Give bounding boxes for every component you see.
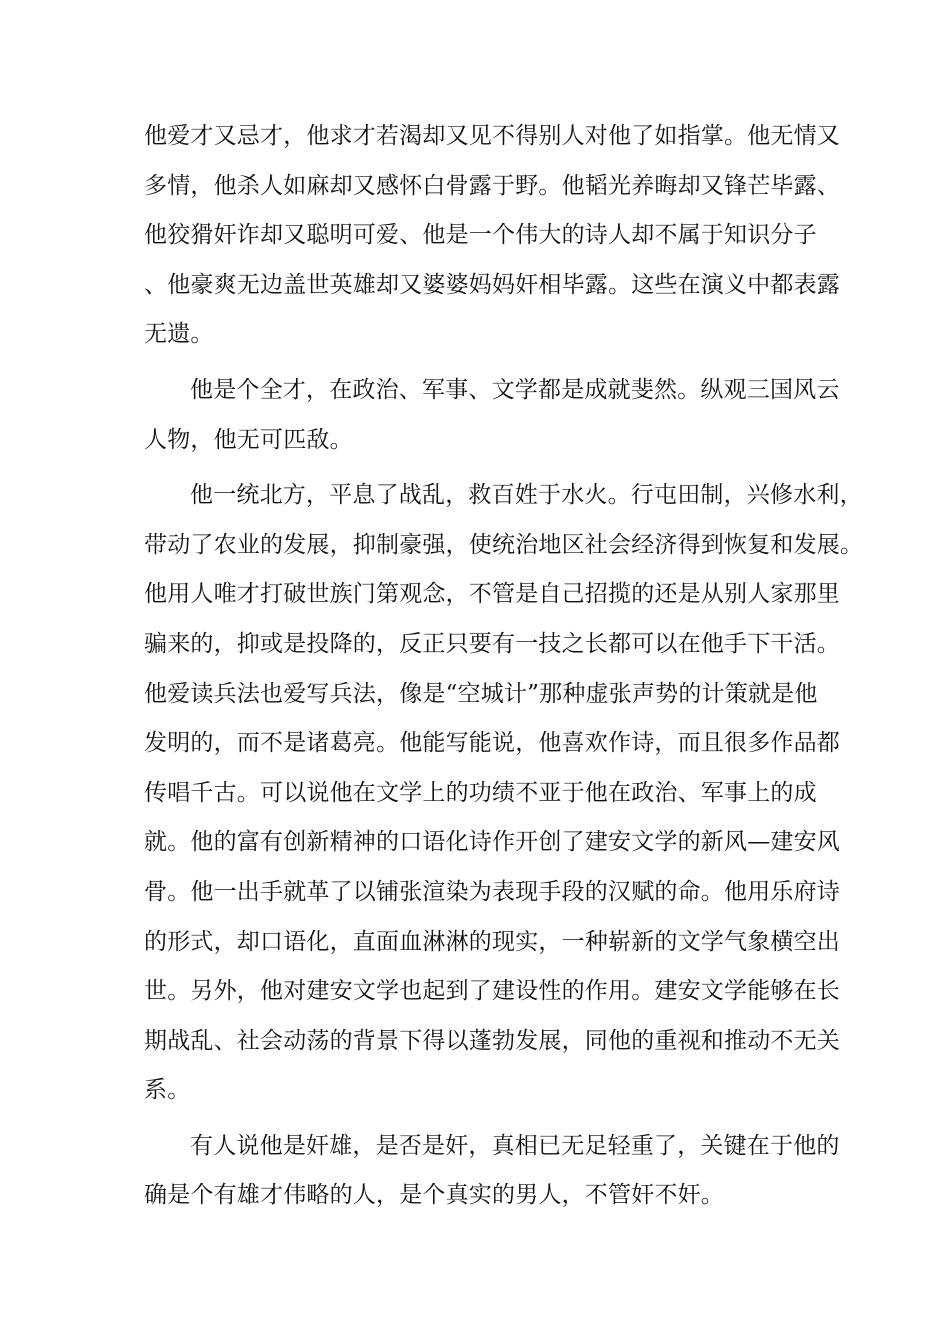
text-line: 世。另外，他对建安文学也起到了建设性的作用。建安文学能够在长	[144, 978, 840, 1005]
text-line: 带动了农业的发展，抑制豪强，使统治地区社会经济得到恢复和发展。	[144, 531, 864, 558]
text-line: 骗来的，抑或是投降的，反正只要有一技之长都可以在他手下干活。	[144, 630, 840, 657]
text-line: 就。他的富有创新精神的口语化诗作开创了建安文学的新风—建安风	[144, 829, 840, 856]
paragraph-3	[144, 471, 864, 1116]
text-line: 发明的，而不是诸葛亮。他能写能说，他喜欢作诗，而且很多作品都	[144, 730, 840, 757]
text-line: 他爱读兵法也爱写兵法，像是“空城计”那种虚张声势的计策就是他	[144, 680, 818, 707]
paragraph-2	[144, 366, 840, 465]
text-line: 有人说他是奸雄，是否是奸，真相已无足轻重了，关键在于他的	[190, 1132, 840, 1159]
paragraph-4	[144, 1122, 840, 1221]
text-line: 他是个全才，在政治、军事、文学都是成就斐然。纵观三国风云	[190, 376, 840, 403]
text-line: 骨。他一出手就革了以铺张渲染为表现手段的汉赋的命。他用乐府诗	[144, 878, 840, 905]
text-line: 、他豪爽无边盖世英雄却又婆婆妈妈奸相毕露。这些在演义中都表露	[144, 271, 840, 298]
paragraph-1	[144, 112, 840, 360]
text-line: 他爱才又忌才，他求才若渴却又见不得别人对他了如指掌。他无情又	[144, 123, 840, 149]
text-line: 多情，他杀人如麻却又感怀白骨露于野。他韬光养晦却又锋芒毕露、	[144, 172, 840, 199]
text-line: 他用人唯才打破世族门第观念，不管是自己招揽的还是从别人家那里	[144, 581, 840, 608]
text-line: 人物，他无可匹敌。	[144, 426, 353, 453]
text-line: 传唱千古。可以说他在文学上的功绩不亚于他在政治、军事上的成	[144, 779, 817, 806]
text-line: 系。	[144, 1077, 191, 1104]
text-line: 无遗。	[144, 321, 214, 348]
text-line: 确是个有雄才伟略的人，是个真实的男人，不管奸不奸。	[144, 1182, 724, 1209]
text-line: 他一统北方，平息了战乱，救百姓于水火。行屯田制，兴修水利，	[190, 482, 863, 509]
text-line: 期战乱、社会动荡的背景下得以蓬勃发展，同他的重视和推动不无关	[144, 1027, 840, 1054]
document-body	[144, 112, 864, 1221]
text-line: 他狡猾奸诈却又聪明可爱、他是一个伟大的诗人却不属于知识分子	[144, 222, 817, 249]
text-line: 的形式，却口语化，直面血淋淋的现实，一种崭新的文学气象横空出	[144, 928, 840, 955]
